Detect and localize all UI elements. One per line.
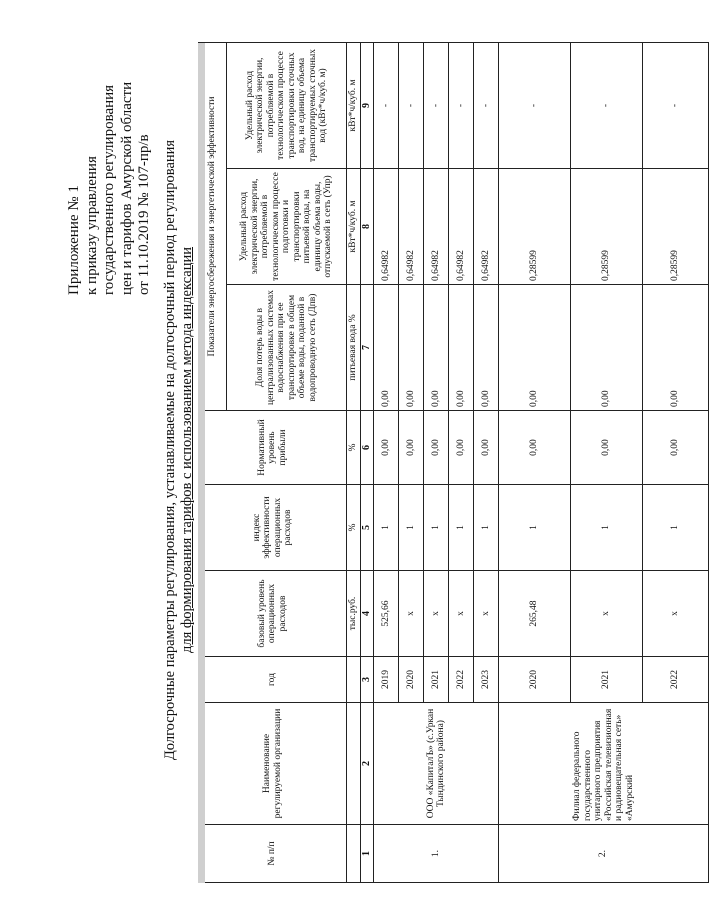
cell-year: 2019 [374,657,399,703]
cell-loss: 0,00 [499,285,571,411]
unit-loss: питьевая вода % [347,285,361,411]
col-number: 3 [360,657,374,703]
header-index: индекс эффективности операционных расходов [199,485,347,571]
cell-index: 1 [643,485,709,571]
cell-loss: 0,00 [399,285,424,411]
cell-loss: 0,00 [449,285,474,411]
cell-upr: 0,64982 [424,169,449,285]
title-line-2: для формирования тарифов с использованием метода индексации [179,246,195,654]
cell-index: 1 [474,485,499,571]
cell-uel: - [499,43,571,169]
cell-index: 1 [374,485,399,571]
cell-index: 1 [571,485,643,571]
cell-base: х [449,571,474,657]
cell-index: 1 [399,485,424,571]
header-energy-group: Показатели энергосбережения и энергетической эффективности [199,43,227,411]
cell-upr: 0,28599 [643,169,709,285]
org-name: Филиал федерального государственного унитарного предприятия «Российская телевизионная и радиовещательная сеть» «Амурский [499,703,709,825]
unit-profit: % [347,411,361,485]
col-number: 5 [360,485,374,571]
cell-upr: 0,28599 [571,169,643,285]
header-base: базовый уровень операционных расходов [199,571,347,657]
cell-base: 265,48 [499,571,571,657]
cell-base: х [474,571,499,657]
cell-profit: 0,00 [399,411,424,485]
cell-loss: 0,00 [474,285,499,411]
col-number: 1 [360,825,374,883]
table-row [499,43,571,883]
col-number: 8 [360,169,374,285]
cell-upr: 0,64982 [399,169,424,285]
col-number: 4 [360,571,374,657]
column-numbers-row [360,43,374,883]
org-number: 1. [374,825,499,883]
col-number: 2 [360,703,374,825]
parameters-table [198,42,709,883]
cell-index: 1 [449,485,474,571]
header-line: цен и тарифов Амурской области [118,81,135,295]
header-line: Приложение № 1 [66,185,82,295]
cell-year: 2021 [424,657,449,703]
org-name: ООО «КапиталЪ» (с.Уркан Тындинского района) [374,703,499,825]
unit-cell [347,825,361,883]
cell-index: 1 [499,485,571,571]
cell-uel: - [374,43,399,169]
cell-base: х [399,571,424,657]
col-number: 7 [360,285,374,411]
cell-loss: 0,00 [643,285,709,411]
header-loss: Доля потерь воды в централизованных системах водоснабжения при ее транспортировке в общем объеме воды, поданной в водопроводную сеть (Дпв) [227,285,347,411]
cell-uel: - [571,43,643,169]
header-uel: Удельный расход электрической энергии, потребляемой в технологическом процессе транспортировки сточных вод, на единицу объема транспортируемых сточных вод (кВт*ч/куб. м) [227,43,347,169]
cell-profit: 0,00 [474,411,499,485]
cell-profit: 0,00 [374,411,399,485]
cell-upr: 0,64982 [474,169,499,285]
cell-uel: - [424,43,449,169]
header-org: Наименование регулируемой организации [199,703,347,825]
unit-index: % [347,485,361,571]
cell-base: 525,66 [374,571,399,657]
col-number: 6 [360,411,374,485]
cell-year: 2023 [474,657,499,703]
cell-profit: 0,00 [643,411,709,485]
cell-base: х [643,571,709,657]
cell-year: 2020 [499,657,571,703]
cell-uel: - [474,43,499,169]
cell-uel: - [449,43,474,169]
cell-base: х [571,571,643,657]
col-number: 9 [360,43,374,169]
header-year: год [199,657,347,703]
cell-upr: 0,64982 [374,169,399,285]
cell-upr: 0,64982 [449,169,474,285]
org-number: 2. [499,825,709,883]
header-line: к приказу управления [83,156,100,295]
header-upr: Удельный расход электрической энергии, потребляемой в технологическом процессе подготовки и транспортировки питьевой воды, на единицу объема воды, отпускаемой в сеть (Упр) [227,169,347,285]
unit-cell [347,703,361,825]
cell-uel: - [399,43,424,169]
scan-shadow-bar [198,43,205,883]
cell-base: х [424,571,449,657]
document-title [162,70,196,830]
cell-year: 2021 [571,657,643,703]
units-row [347,43,361,883]
cell-year: 2020 [399,657,424,703]
cell-upr: 0,28599 [499,169,571,285]
cell-loss: 0,00 [424,285,449,411]
title-line-1: Долгосрочные параметры регулирования, устанавливаемые на долгосрочный период регулирования [162,139,178,761]
cell-index: 1 [424,485,449,571]
unit-upr: кВт*ч/куб. м [347,169,361,285]
unit-base: тыс.руб. [347,571,361,657]
header-line: от 11.10.2019 № 107-пр/в [136,134,152,295]
header-line: государственного регулирования [101,84,117,295]
cell-profit: 0,00 [571,411,643,485]
cell-profit: 0,00 [499,411,571,485]
cell-loss: 0,00 [571,285,643,411]
cell-uel: - [643,43,709,169]
cell-year: 2022 [449,657,474,703]
unit-cell [347,657,361,703]
header-profit: Нормативный уровень прибыли [199,411,347,485]
unit-uel: кВт*ч/куб. м [347,43,361,169]
header-no: № п/п [199,825,347,883]
cell-loss: 0,00 [374,285,399,411]
cell-year: 2022 [643,657,709,703]
cell-profit: 0,00 [424,411,449,485]
table-row [374,43,399,883]
document-header [66,35,154,295]
cell-profit: 0,00 [449,411,474,485]
